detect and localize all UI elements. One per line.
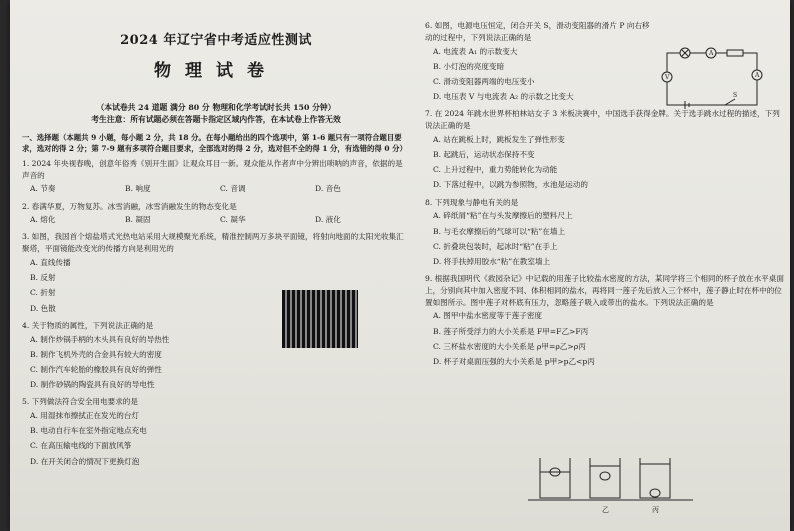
beaker-diagram [528,450,693,520]
question-stem: 8. 下列现象与静电有关的是 [425,197,519,207]
option: A. 节奏 [30,184,56,194]
question-9 [425,273,787,369]
option: A. 碎纸屑“粘”在与头发摩擦后的塑料尺上 [433,211,573,221]
svg-text:A: A [755,72,760,79]
section-heading: 一、选择题（本题共 9 小题，每小题 2 分，共 18 分。在每小题给出的四个选项中，第 1-6 题只有一项符合题目要求，选对的得 2 分；第 7-9 题有多项符合题目要求，全部选对的得 2 分，选对但不全的得 1 分，有选错的得 0 分） [22,132,407,153]
question-5 [22,396,410,469]
option: C. 滑动变阻器两端的电压变小 [433,76,535,86]
option: C. 制作汽车轮胎的橡胶具有良好的弹性 [30,364,162,374]
option: C. 凝华 [220,215,246,225]
question-2 [22,201,410,228]
options-row [22,212,410,227]
question-stem: 2. 春满华夏，万物复苏。冰雪消融，冰雪消融发生的物态变化是 [22,201,237,211]
question-stem: 1. 2024 年央视春晚，创意年俗秀《别开生面》让观众耳目一新。观众能从作者声中分辨出唢呐的声音，依据的是声音的 [22,158,403,180]
options-row [22,181,410,196]
option: D. 电压表 V 与电流表 A₂ 的示数之比变大 [433,92,574,102]
exam-subtitle: 物理试卷 [154,61,278,81]
option: D. 液化 [315,215,341,225]
exam-info: （本试卷共 24 道题 满分 80 分 物理和化学考试时长共 150 分钟） [96,103,336,112]
circuit-diagram [655,45,765,113]
exam-title: 2024 年辽宁省中考适应性测试 [120,33,312,48]
option: B. 凝固 [125,215,151,225]
option: C. 折射 [30,288,56,298]
svg-text:A: A [709,50,714,57]
question-stem: 5. 下列做法符合安全用电要求的是 [22,397,138,407]
option: D. 制作砂锅的陶瓷具有良好的导电性 [30,380,155,390]
option: B. 莲子所受浮力的大小关系是 F甲=F乙>F丙 [433,326,589,336]
svg-text:V: V [665,74,670,81]
option: B. 与毛衣摩擦后的气球可以“粘”在墙上 [433,226,566,236]
option: B. 小灯泡的亮度变暗 [433,61,505,71]
option: D. 杯子对桌面压强的大小关系是 p甲>p乙<p丙 [433,356,595,366]
question-stem: 6. 如图，电源电压恒定，闭合开关 S，滑动变阻器的滑片 P 向右移动的过程中，下列说法正确的是 [425,21,650,42]
option: A. 电流表 A₁ 的示数变大 [433,46,518,56]
solar-mirror-photo [282,290,358,348]
question-7 [425,108,787,192]
option: A. 站在跳板上时，跳板发生了弹性形变 [433,134,565,144]
option: C. 音调 [220,184,246,194]
option: A. 图甲中盐水密度等于莲子密度 [433,311,543,321]
question-stem: 3. 如图，我国首个熔盐塔式光热电站采用大规模聚光系统，精准控制两万多块平面镜，将射向地面的太阳光收集汇聚塔，平面镜能改变光的传播方向是利用光的 [22,232,404,254]
beaker-label: 乙 [602,506,609,514]
option: C. 折叠块包装时，起冰时“粘”在手上 [433,241,558,251]
option: D. 将手扶掉用胶水“粘”在教室墙上 [433,256,551,266]
option: B. 制作飞机外壳的合金具有较大的密度 [30,349,162,359]
option: B. 起跳后，运动状态保持不变 [433,150,535,159]
option: B. 反射 [30,273,56,283]
option: D. 音色 [315,184,341,194]
left-column [22,0,410,469]
beaker-label: 丙 [652,506,659,514]
question-stem: 4. 关于物质的属性，下列说法正确的是 [22,320,154,330]
option: B. 电动自行车在室外指定地点充电 [30,426,147,436]
option: C. 在高压输电线的下面放风筝 [30,441,132,451]
option: C. 三杯盐水密度的大小关系是 ρ甲=ρ乙>ρ丙 [433,341,586,351]
option: A. 制作炒锅手柄的木头具有良好的导热性 [30,334,170,344]
question-6 [425,20,655,104]
exam-notice: 考生注意：所有试题必须在答题卡指定区域内作答，在本试卷上作答无效 [91,114,341,124]
option: D. 下落过程中，以跳为参照物，水池是运动的 [433,180,588,190]
option: A. 用湿抹布擦拭正在发光的台灯 [30,411,140,421]
option: A. 直线传播 [30,258,71,268]
question-stem: 7. 在 2024 年跳水世界杯柏林站女子 3 米板决赛中，中国选手获得金牌。关于选手跳水过程的描述，下列说法正确的是 [425,109,780,131]
option: C. 上升过程中，重力势能转化为动能 [433,165,558,175]
option: A. 熔化 [30,215,56,225]
option: D. 在开关闭合的情况下更换灯泡 [30,456,140,466]
switch-label: S [733,92,738,99]
question-8 [425,197,787,270]
question-stem: 9. 根据我国明代《救园杂记》中记载的用莲子比较盐水密度的方法，某同学将三个相同的杯子放在水平桌面上，分别向其中加入密度不同、体积相同的盐水，再将同一莲子先后放入三个杯中，莲子静止时在杯中的位置如图所示。图中莲子对杯底有压力，忽略莲子吸入或带出的盐水。下列说法正确的是 [425,274,784,307]
option: D. 色散 [30,303,56,313]
question-1 [22,158,410,197]
option: B. 响度 [125,184,151,194]
exam-paper [10,0,790,531]
